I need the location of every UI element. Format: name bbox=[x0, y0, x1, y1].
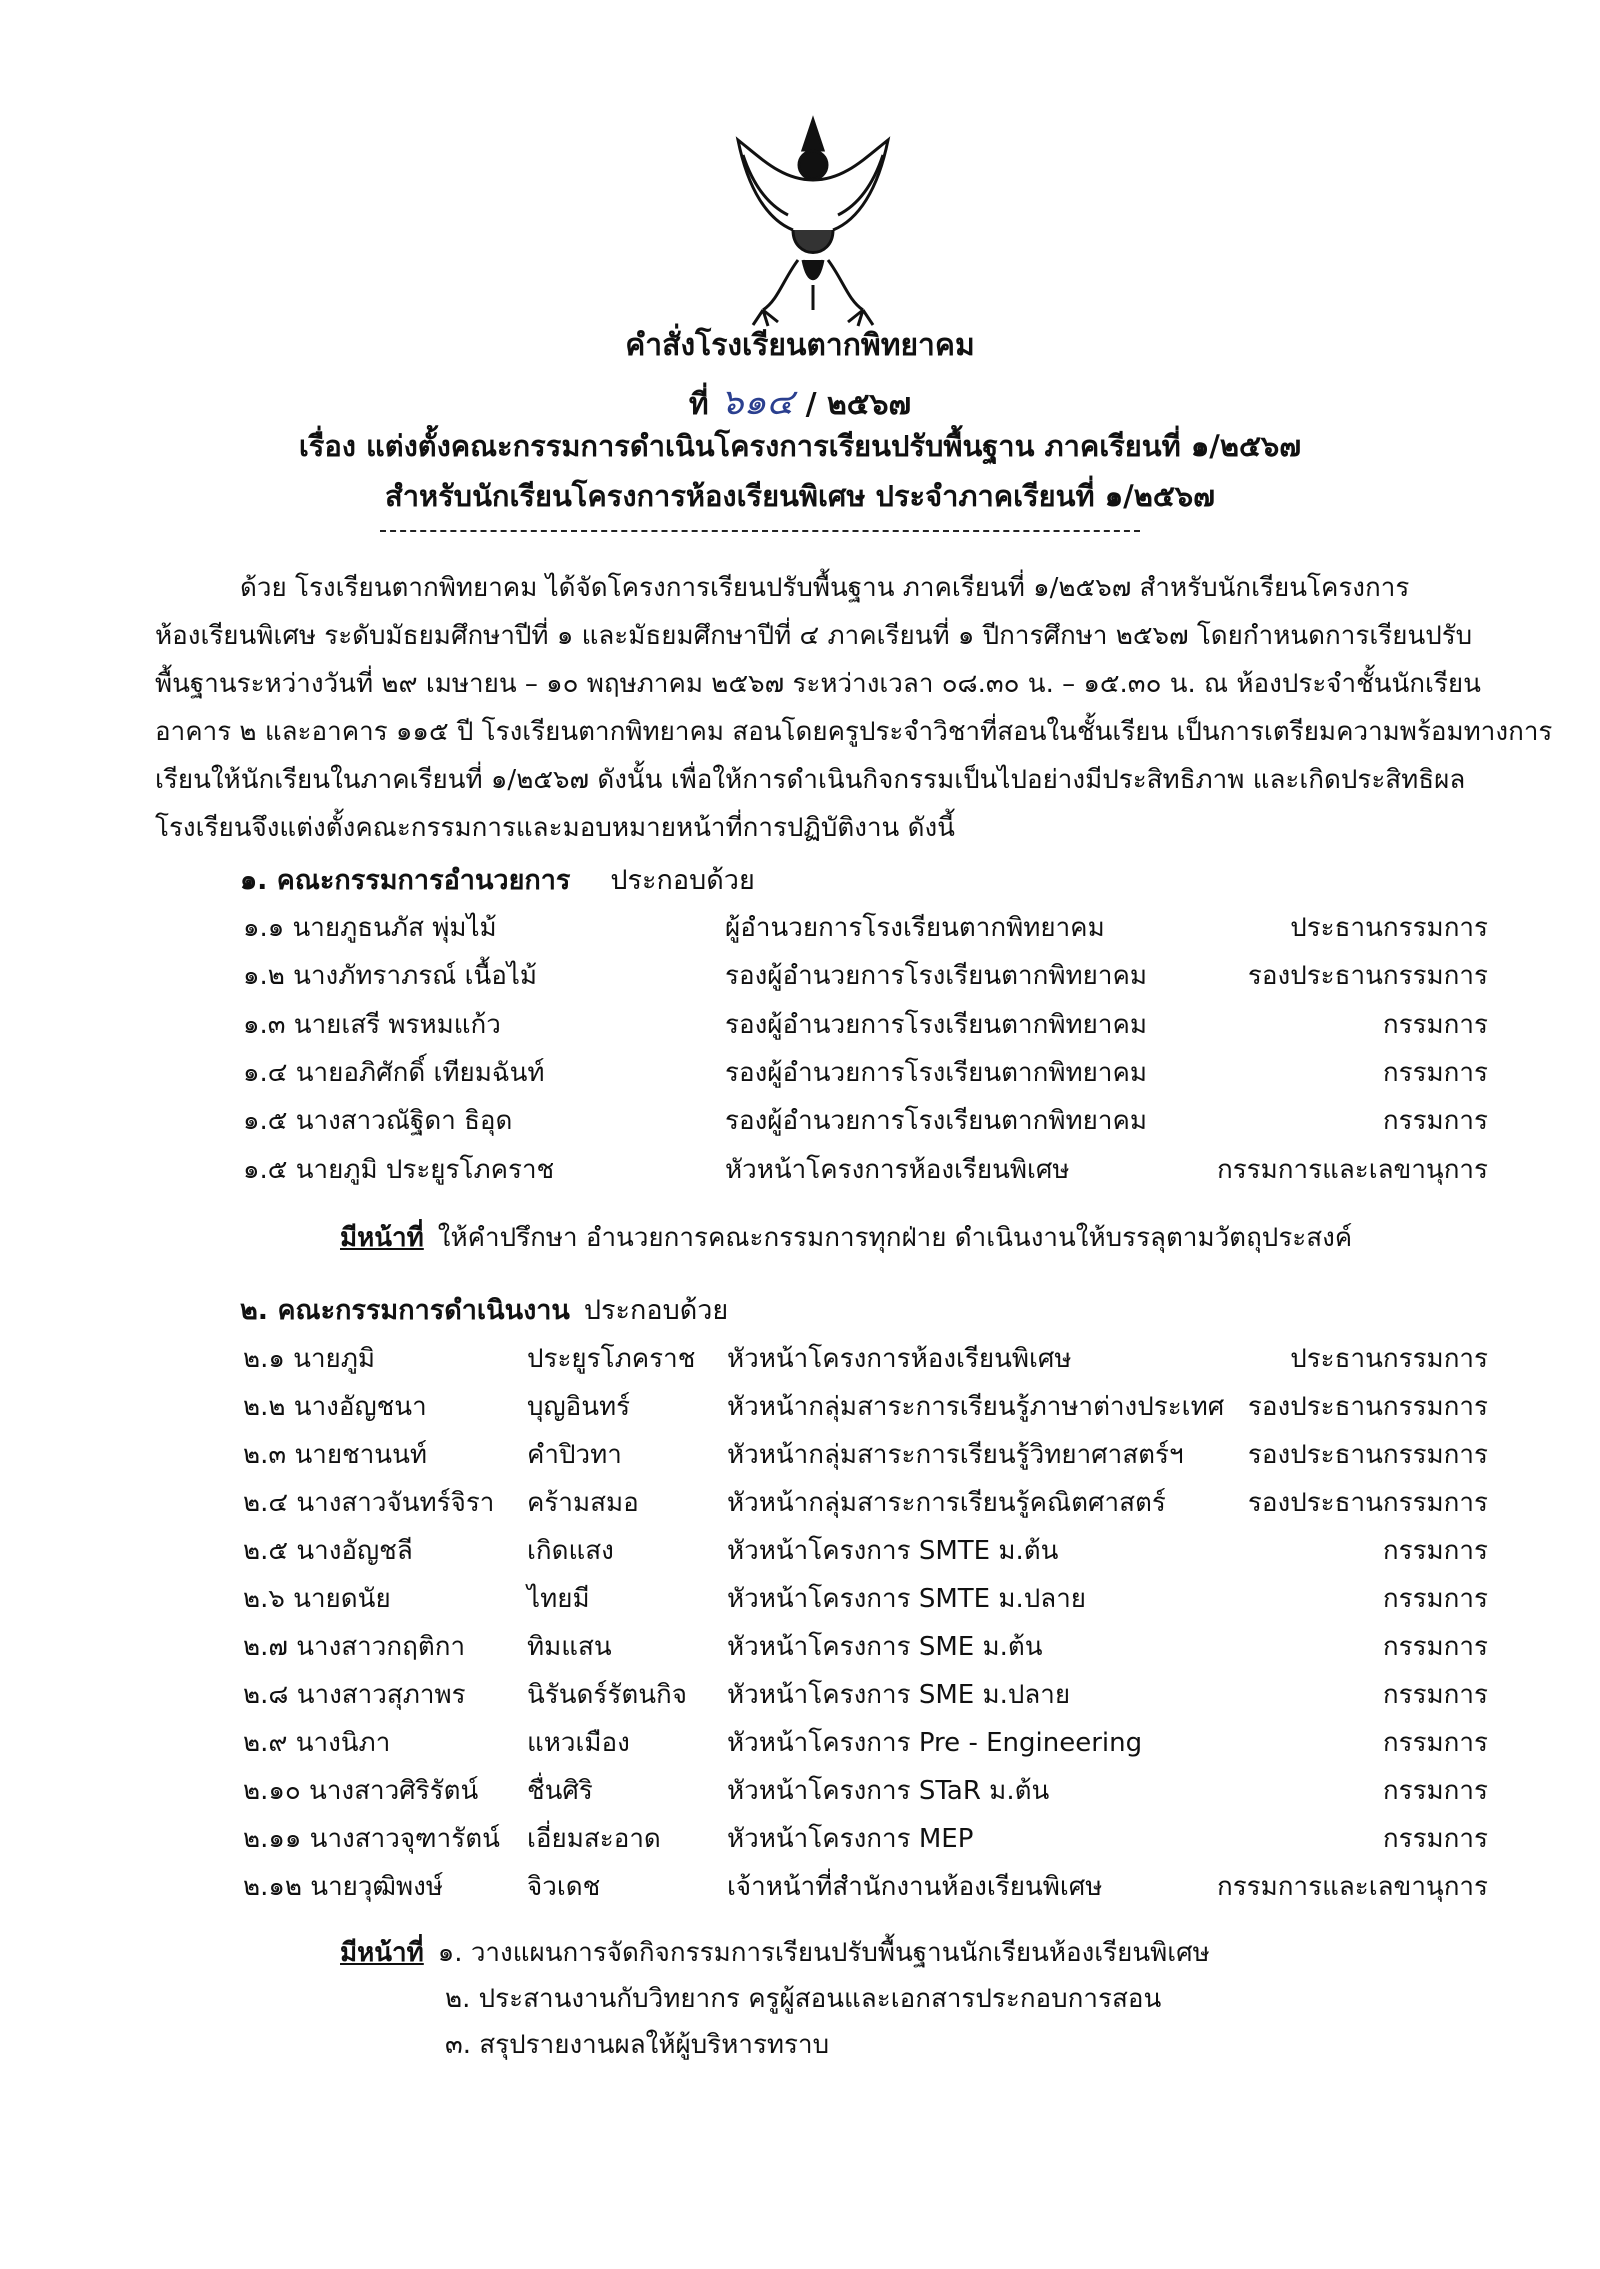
member-surname: แหวเมือง bbox=[527, 1728, 630, 1758]
member-name: ๑.๔ นายอภิศักดิ์ เทียมฉันท์ bbox=[243, 1058, 545, 1088]
member-surname: จิวเดช bbox=[527, 1872, 601, 1902]
member-surname: ไทยมี bbox=[527, 1584, 590, 1614]
member-position: หัวหน้ากลุ่มสาระการเรียนรู้ภาษาต่างประเทศ bbox=[727, 1392, 1225, 1422]
member-surname: เอี่ยมสะอาด bbox=[527, 1824, 661, 1854]
member-role: กรรมการ bbox=[1382, 1058, 1488, 1088]
committee-1-heading bbox=[240, 858, 755, 901]
member-position: หัวหน้าโครงการ STaR ม.ต้น bbox=[727, 1776, 1050, 1806]
duty-item: ๓. สรุปรายงานผลให้ผู้บริหารทราบ bbox=[445, 2030, 830, 2060]
intro-line: ห้องเรียนพิเศษ ระดับมัธยมศึกษาปีที่ ๑ และมัธยมศึกษาปีที่ ๔ ภาคเรียนที่ ๑ ปีการศึกษา ๒๕๖๗ โดยกำหนดการเรียนปรับ bbox=[155, 621, 1473, 651]
member-role: กรรมการ bbox=[1382, 1632, 1488, 1662]
member-role: กรรมการ bbox=[1382, 1680, 1488, 1710]
duty-text: ให้คำปรึกษา อำนวยการคณะกรรมการทุกฝ่าย ดำเนินงานให้บรรลุตามวัตถุประสงค์ bbox=[437, 1223, 1353, 1253]
committee-2-member bbox=[0, 1626, 1600, 1666]
member-name: ๒.๑ นายภูมิ bbox=[243, 1344, 376, 1374]
handwritten-number: ๖๑๔ bbox=[720, 382, 794, 423]
member-position: หัวหน้าโครงการ SME ม.ปลาย bbox=[727, 1680, 1071, 1710]
committee-1-member bbox=[0, 1052, 1600, 1092]
intro-line: ด้วย โรงเรียนตากพิทยาคม ได้จัดโครงการเรียนปรับพื้นฐาน ภาคเรียนที่ ๑/๒๕๖๗ สำหรับนักเรียนโครงการ bbox=[240, 573, 1410, 603]
committee-2-member bbox=[0, 1818, 1600, 1858]
member-role: ประธานกรรมการ bbox=[1290, 1344, 1488, 1374]
member-role: รองประธานกรรมการ bbox=[1247, 1440, 1488, 1470]
committee-2-member bbox=[0, 1770, 1600, 1810]
member-surname: คร้ามสมอ bbox=[527, 1488, 639, 1518]
committee-2-member bbox=[0, 1434, 1600, 1474]
committee-1-duty bbox=[340, 1217, 1352, 1258]
member-role: กรรมการและเลขานุการ bbox=[1216, 1872, 1488, 1902]
member-surname: ชื่นศิริ bbox=[527, 1776, 593, 1806]
member-name: ๒.๑๑ นางสาวจุฑารัตน์ bbox=[243, 1824, 500, 1854]
member-position: รองผู้อำนวยการโรงเรียนตากพิทยาคม bbox=[725, 1058, 1147, 1088]
member-name: ๒.๓ นายชานนท์ bbox=[243, 1440, 427, 1470]
member-position: หัวหน้าโครงการ Pre - Engineering bbox=[727, 1728, 1143, 1758]
member-name: ๑.๑ นายภูธนภัส พุ่มไม้ bbox=[243, 913, 497, 943]
member-role: กรรมการ bbox=[1382, 1010, 1488, 1040]
committee-1-member bbox=[0, 1100, 1600, 1140]
committee-2-heading bbox=[240, 1288, 728, 1331]
committee-2-member bbox=[0, 1578, 1600, 1618]
committee-2-member bbox=[0, 1674, 1600, 1714]
committee-2-member bbox=[0, 1866, 1600, 1906]
member-name: ๒.๑๒ นายวุฒิพงษ์ bbox=[243, 1872, 443, 1902]
duty-item: ๑. วางแผนการจัดกิจกรรมการเรียนปรับพื้นฐานนักเรียนห้องเรียนพิเศษ bbox=[437, 1938, 1210, 1968]
dashed-divider bbox=[380, 530, 1140, 532]
member-position: หัวหน้าโครงการห้องเรียนพิเศษ bbox=[725, 1155, 1070, 1185]
committee-2-consists: ประกอบด้วย bbox=[583, 1295, 729, 1326]
member-role: รองประธานกรรมการ bbox=[1247, 1392, 1488, 1422]
member-position: รองผู้อำนวยการโรงเรียนตากพิทยาคม bbox=[725, 961, 1147, 991]
member-position: เจ้าหน้าที่สำนักงานห้องเรียนพิเศษ bbox=[727, 1872, 1103, 1902]
committee-1-title: ๑. คณะกรรมการอำนวยการ bbox=[240, 865, 571, 896]
member-surname: เกิดแสง bbox=[527, 1536, 614, 1566]
member-position: หัวหน้าโครงการ SME ม.ต้น bbox=[727, 1632, 1043, 1662]
member-position: หัวหน้ากลุ่มสาระการเรียนรู้วิทยาศาสตร์ฯ bbox=[727, 1440, 1184, 1470]
member-name: ๑.๕ นางสาวณัฐิดา ธิอุด bbox=[243, 1106, 513, 1136]
member-position: รองผู้อำนวยการโรงเรียนตากพิทยาคม bbox=[725, 1010, 1147, 1040]
member-role: รองประธานกรรมการ bbox=[1247, 961, 1488, 991]
member-name: ๒.๕ นางอัญชลี bbox=[243, 1536, 413, 1566]
member-surname: นิรันดร์รัตนกิจ bbox=[527, 1680, 687, 1710]
subject-line-1: เรื่อง แต่งตั้งคณะกรรมการดำเนินโครงการเรียนปรับพื้นฐาน ภาคเรียนที่ ๑/๒๕๖๗ bbox=[298, 429, 1302, 463]
committee-1-member bbox=[0, 1004, 1600, 1044]
committee-2-title: ๒. คณะกรรมการดำเนินงาน bbox=[240, 1295, 570, 1326]
intro-line: พื้นฐานระหว่างวันที่ ๒๙ เมษายน – ๑๐ พฤษภาคม ๒๕๖๗ ระหว่างเวลา ๐๘.๓๐ น. – ๑๕.๓๐ น. ณ ห้องประจำชั้นนักเรียน bbox=[155, 669, 1481, 699]
member-name: ๒.๖ นายดนัย bbox=[243, 1584, 391, 1614]
committee-2-member bbox=[0, 1386, 1600, 1426]
committee-2-member bbox=[0, 1338, 1600, 1378]
member-position: ผู้อำนวยการโรงเรียนตากพิทยาคม bbox=[725, 913, 1105, 943]
member-role: รองประธานกรรมการ bbox=[1247, 1488, 1488, 1518]
member-position: หัวหน้าโครงการ SMTE ม.ต้น bbox=[727, 1536, 1059, 1566]
member-position: หัวหน้าโครงการ SMTE ม.ปลาย bbox=[727, 1584, 1087, 1614]
member-position: รองผู้อำนวยการโรงเรียนตากพิทยาคม bbox=[725, 1106, 1147, 1136]
member-role: กรรมการ bbox=[1382, 1728, 1488, 1758]
committee-1-member bbox=[0, 1149, 1600, 1189]
member-surname: บุญอินทร์ bbox=[527, 1392, 631, 1422]
member-role: ประธานกรรมการ bbox=[1290, 913, 1488, 943]
member-role: กรรมการและเลขานุการ bbox=[1216, 1155, 1488, 1185]
duty-item: ๒. ประสานงานกับวิทยากร ครูผู้สอนและเอกสารประกอบการสอน bbox=[445, 1984, 1162, 2014]
intro-line: โรงเรียนจึงแต่งตั้งคณะกรรมการและมอบหมายหน้าที่การปฏิบัติงาน ดังนี้ bbox=[155, 813, 955, 843]
member-name: ๒.๔ นางสาวจันทร์จิรา bbox=[243, 1488, 495, 1518]
member-role: กรรมการ bbox=[1382, 1824, 1488, 1854]
intro-line: เรียนให้นักเรียนในภาคเรียนที่ ๑/๒๕๖๗ ดังนั้น เพื่อให้การดำเนินกิจกรรมเป็นไปอย่างมีประสิทธิภาพ และเกิดประสิทธิผล bbox=[155, 765, 1466, 795]
document-title: คำสั่งโรงเรียนตากพิทยาคม bbox=[625, 328, 975, 363]
member-name: ๒.๙ นางนิภา bbox=[243, 1728, 391, 1758]
committee-2-member bbox=[0, 1530, 1600, 1570]
member-surname: ประยูรโภคราช bbox=[527, 1344, 696, 1374]
committee-1-consists: ประกอบด้วย bbox=[610, 865, 755, 896]
member-role: กรรมการ bbox=[1382, 1536, 1488, 1566]
member-name: ๒.๒ นางอัญชนา bbox=[243, 1392, 427, 1422]
committee-1-member bbox=[0, 907, 1600, 947]
member-surname: ทิมแสน bbox=[527, 1632, 612, 1662]
duty-label: มีหน้าที่ bbox=[340, 1223, 424, 1253]
member-name: ๑.๒ นางภัทราภรณ์ เนื้อไม้ bbox=[243, 961, 538, 991]
member-surname: คำปิวทา bbox=[527, 1440, 622, 1470]
duty-label: มีหน้าที่ bbox=[340, 1938, 424, 1968]
member-position: หัวหน้ากลุ่มสาระการเรียนรู้คณิตศาสตร์ bbox=[727, 1488, 1166, 1518]
committee-2-duty bbox=[340, 1932, 1210, 1973]
member-role: กรรมการ bbox=[1382, 1776, 1488, 1806]
committee-2-member bbox=[0, 1722, 1600, 1762]
member-role: กรรมการ bbox=[1382, 1584, 1488, 1614]
committee-2-member bbox=[0, 1482, 1600, 1522]
member-position: หัวหน้าโครงการ MEP bbox=[727, 1824, 974, 1854]
garuda-emblem-icon bbox=[723, 110, 903, 340]
member-name: ๒.๘ นางสาวสุภาพร bbox=[243, 1680, 466, 1710]
member-name: ๒.๑๐ นางสาวศิริรัตน์ bbox=[243, 1776, 479, 1806]
committee-1-member bbox=[0, 955, 1600, 995]
member-position: หัวหน้าโครงการห้องเรียนพิเศษ bbox=[727, 1344, 1072, 1374]
member-role: กรรมการ bbox=[1382, 1106, 1488, 1136]
subject-line-2: สำหรับนักเรียนโครงการห้องเรียนพิเศษ ประจำภาคเรียนที่ ๑/๒๕๖๗ bbox=[385, 479, 1215, 513]
intro-line: อาคาร ๒ และอาคาร ๑๑๕ ปี โรงเรียนตากพิทยาคม สอนโดยครูประจำวิชาที่สอนในชั้นเรียน เป็นการเตรียมความพร้อมทางการ bbox=[155, 717, 1553, 747]
member-name: ๒.๗ นางสาวกฤติกา bbox=[243, 1632, 466, 1662]
member-name: ๑.๓ นายเสรี พรหมแก้ว bbox=[243, 1010, 501, 1040]
order-number bbox=[0, 373, 1600, 430]
member-name: ๑.๕ นายภูมิ ประยูรโภคราช bbox=[243, 1155, 555, 1185]
number-suffix: / ๒๕๖๗ bbox=[805, 387, 912, 422]
number-prefix: ที่ bbox=[688, 387, 709, 422]
